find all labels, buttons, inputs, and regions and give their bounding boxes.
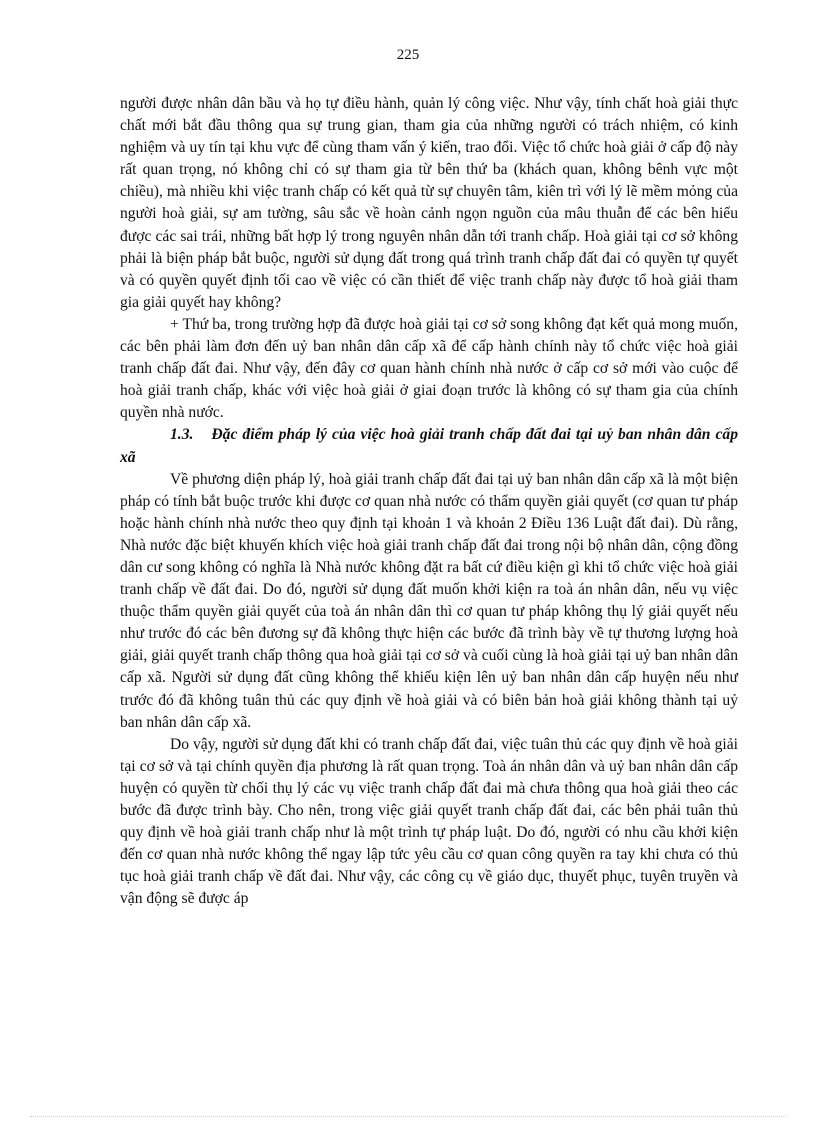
paragraph: Do vậy, người sử dụng đất khi có tranh chấp đất đai, việc tuân thủ các quy định về hoà giải tại cơ sở và tại chính quyền địa phương là rất quan trọng. Toà án nhân dân và uỷ ban nhân dân cấp huyện có quyền từ chối thụ lý các vụ việc tranh chấp đất đai mà chưa thông qua hoà giải theo các bước đã được trình bày. Cho nên, trong việc giải quyết tranh chấp đất đai, các bên phải tuân thủ quy định về hoà giải tranh chấp như là một trình tự pháp luật. Do đó, người có nhu cầu khởi kiện đến cơ quan nhà nước không thể ngay lập tức yêu cầu cơ quan công quyền ra tay khi chưa có thủ tục hoà giải tranh chấp về đất đai. Như vậy, các công cụ về giáo dục, thuyết phục, tuyên truyền và vận động sẽ được áp	[120, 735, 738, 908]
document-body	[120, 93, 738, 910]
paragraph: người được nhân dân bầu và họ tự điều hành, quản lý công việc. Như vậy, tính chất hoà giải thực chất mới bắt đầu thông qua sự trung gian, tham gia của những người có trách nhiệm, có kinh nghiệm và uy tín tại khu vực để cùng tham vấn ý kiến, trao đổi. Việc tổ chức hoà giải ở cấp độ này rất quan trọng, nó không chỉ có sự tham gia từ bên thứ ba (khách quan, không bênh vực một chiều), mà nhiều khi việc tranh chấp có kết quả từ sự chuyên tâm, kiên trì với lý lẽ mềm mỏng của người hoà giải, sự am tường, sâu sắc về hoàn cảnh ngọn nguồn của mâu thuẫn để các bên hiểu được các sai trái, những bất hợp lý trong nguyên nhân dẫn tới tranh chấp. Hoà giải tại cơ sở không phải là biện pháp bắt buộc, người sử dụng đất trong quá trình tranh chấp đất đai có quyền tự quyết và có quyền quyết định tối cao về việc có cần thiết để việc tranh chấp này được tổ hoà giải tham gia giải quyết hay không?	[120, 95, 738, 311]
paragraph: + Thứ ba, trong trường hợp đã được hoà giải tại cơ sở song không đạt kết quả mong muốn, các bên phải làm đơn đến uỷ ban nhân dân cấp xã để cấp hành chính này tổ chức việc hoà giải tranh chấp đất đai. Như vậy, đến đây cơ quan hành chính nhà nước ở cấp cơ sở mới vào cuộc để hoà giải tranh chấp, khác với việc hoà giải ở giai đoạn trước là không có sự tham gia của chính quyền nhà nước.	[120, 315, 738, 422]
paragraph: Về phương diện pháp lý, hoà giải tranh chấp đất đai tại uỷ ban nhân dân cấp xã là một biện pháp có tính bắt buộc trước khi được cơ quan nhà nước có thẩm quyền giải quyết (cơ quan tư pháp hoặc hành chính nhà nước theo quy định tại khoản 1 và khoản 2 Điều 136 Luật đất đai). Dù rằng, Nhà nước đặc biệt khuyến khích việc hoà giải tranh chấp đất đai trong nội bộ nhân dân, cộng đồng dân cư song không có nghĩa là Nhà nước không đặt ra bất cứ điều kiện gì khi tổ chức việc hoà giải tranh chấp về đất đai. Do đó, người sử dụng đất muốn khởi kiện ra toà án nhân dân, nếu vụ việc thuộc thẩm quyền giải quyết của toà án nhân dân thì cơ quan tư pháp không thụ lý giải quyết nếu như trước đó các bên đương sự đã không thực hiện các bước đã trình bày về tự thương lượng hoà giải, giải quyết tranh chấp thông qua hoà giải tại cơ sở và cuối cùng là hoà giải tại uỷ ban nhân dân cấp xã. Người sử dụng đất cũng không thể khiếu kiện lên uỷ ban nhân dân cấp huyện nếu như trước đó đã không tuân thủ các quy định về hoà giải và có biên bản hoà giải không thành tại uỷ ban nhân dân cấp xã.	[120, 470, 738, 731]
section-heading-number: 1.3.	[170, 426, 194, 444]
page-bottom-rule	[30, 1116, 786, 1117]
section-heading-title: Đặc điểm pháp lý của việc hoà giải tranh chấp đất đai tại uỷ ban nhân dân cấp xã	[120, 426, 738, 466]
page-number: 225	[396, 47, 420, 63]
section-heading	[120, 424, 738, 468]
